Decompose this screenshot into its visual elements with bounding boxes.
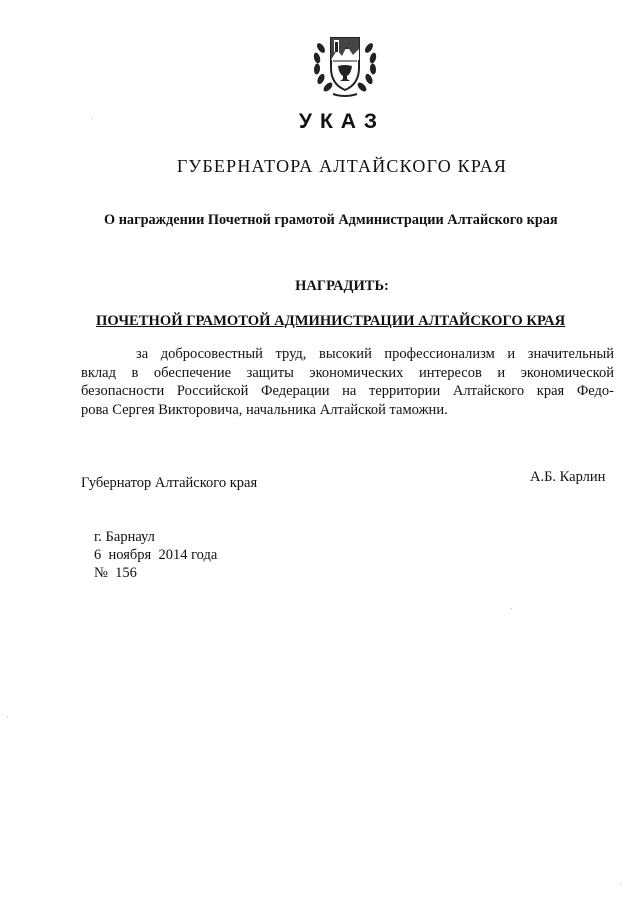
scan-speck (511, 608, 512, 609)
body-line: рова Сергея Викторовича, начальника Алтайской таможни. (81, 401, 448, 418)
body-line: безопасности Российской Федерации на территории Алтайского края Федо- (81, 383, 614, 399)
coat-of-arms-emblem (309, 28, 381, 100)
scan-speck (7, 716, 8, 717)
footer-date: 6 ноября 2014 года (94, 547, 218, 563)
body-line: вклад в обеспечение защиты экономических интересов и экономической (81, 364, 614, 381)
footer-number: № 156 (94, 565, 137, 581)
scan-speck (620, 883, 621, 884)
decree-verb: НАГРАДИТЬ: (295, 278, 389, 294)
document-subtitle: ГУБЕРНАТОРА АЛТАЙСКОГО КРАЯ (176, 156, 508, 176)
document-title: УКАЗ (298, 110, 386, 133)
decree-body (81, 345, 614, 419)
footer-city: г. Барнаул (94, 529, 155, 545)
body-line: за добросовестный труд, высокий профессионализм и значительный (136, 346, 614, 362)
decree-subject: О награждении Почетной грамотой Администрации Алтайского края (104, 212, 558, 228)
document-footer (94, 528, 217, 582)
award-heading: ПОЧЕТНОЙ ГРАМОТОЙ АДМИНИСТРАЦИИ АЛТАЙСКОГО КРАЯ (96, 313, 566, 329)
signer-position: Губернатор Алтайского края (81, 475, 258, 491)
signer-name: А.Б. Карлин (530, 469, 606, 485)
scan-speck (91, 118, 92, 119)
